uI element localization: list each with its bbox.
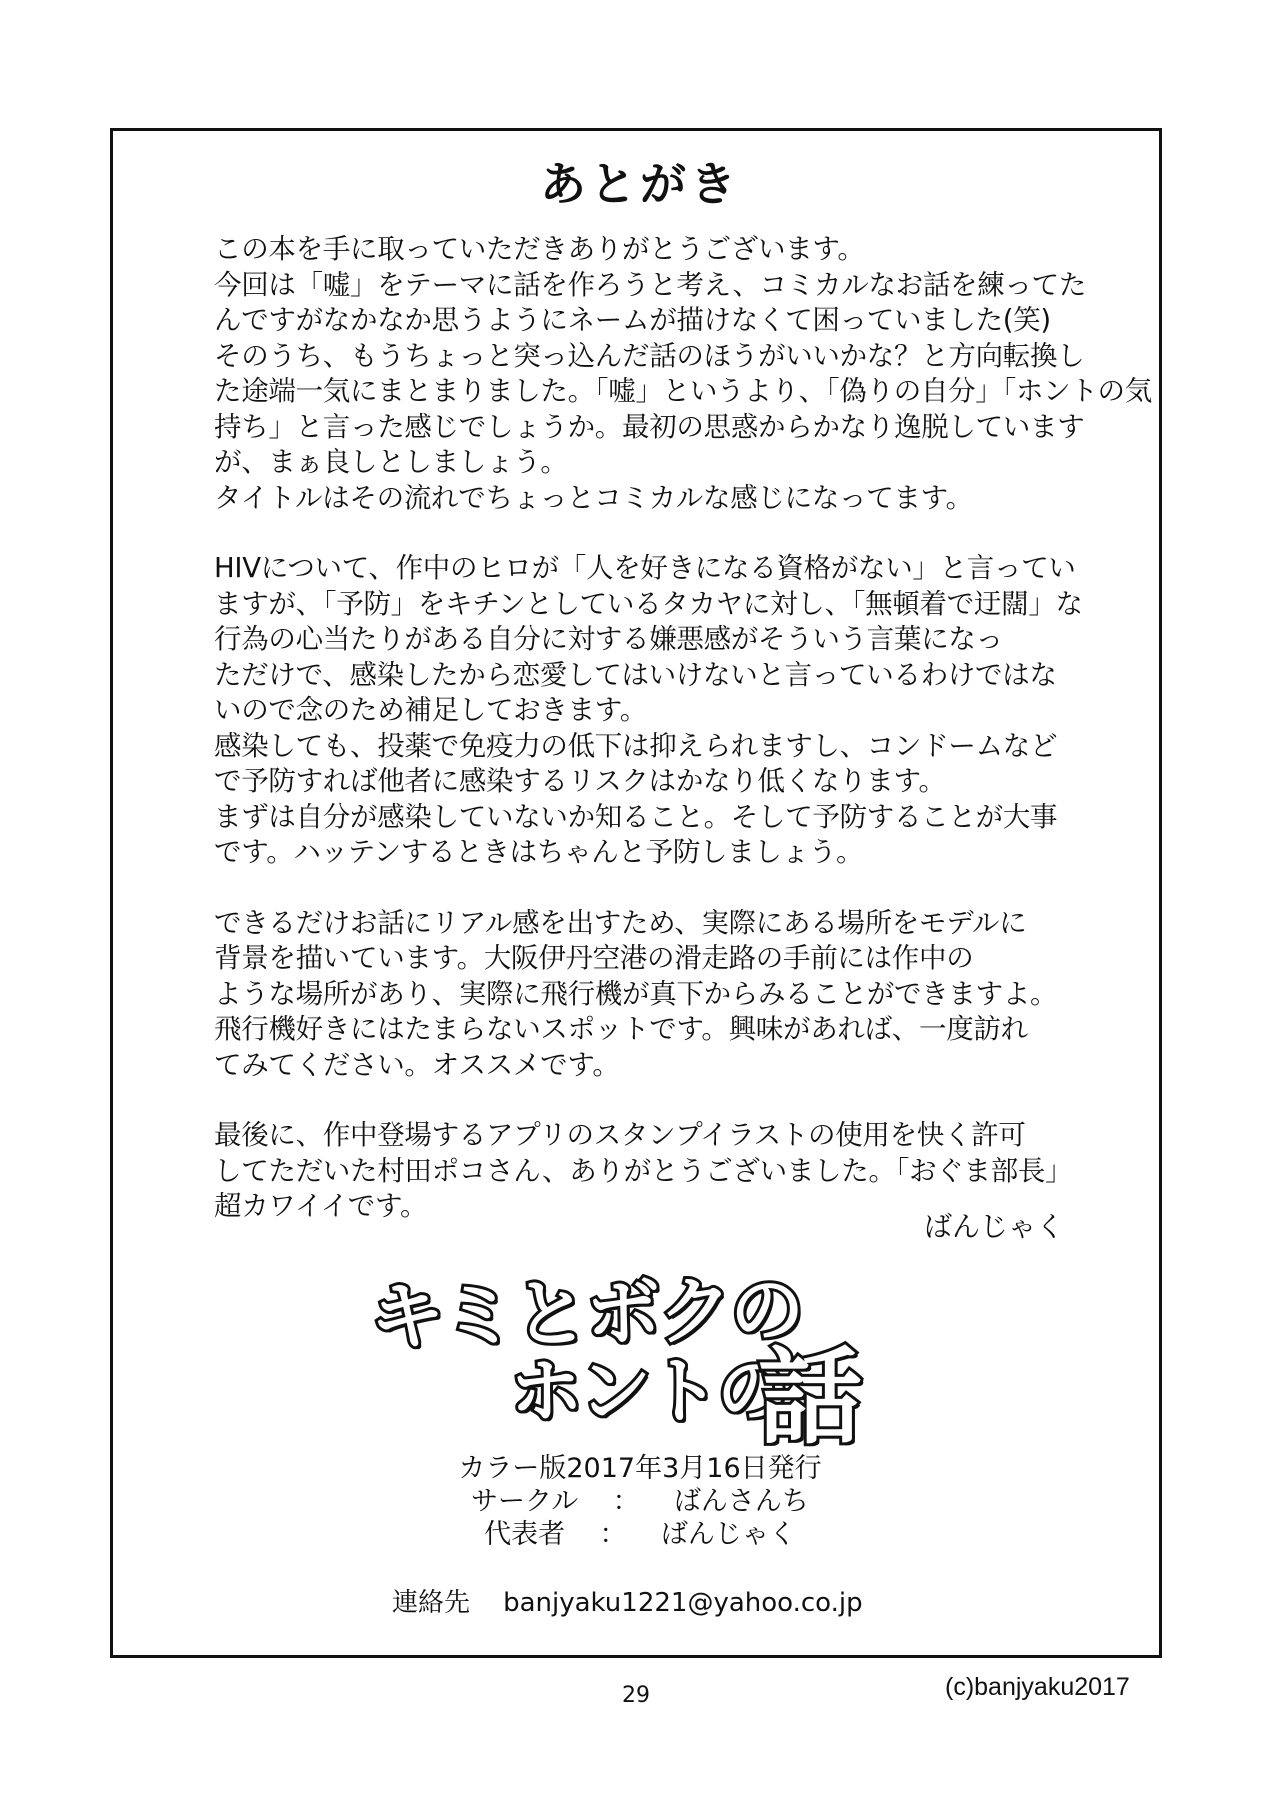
text-line: 飛行機好きにはたまらないスポットです。興味があれば、一度訪れ (214, 1013, 1028, 1045)
representative-line (0, 1518, 1280, 1551)
text-line: 持ち」と言った感じでしょうか。最初の思惑からかなり逸脱しています (214, 410, 1085, 443)
text-line: ただけで、感染したから恋愛してはいけないと言っているわけではな (214, 658, 1057, 691)
paragraph-gap (214, 1083, 1094, 1118)
logo-line-2: ホントの (510, 1349, 787, 1433)
author-signature: ばんじゃく (924, 1210, 1065, 1243)
text-line: た途端一気にまとまりました。「嘘」というより、「偽りの自分」「ホントの気 (214, 375, 1152, 407)
text-line: この本を手に取っていただきありがとうございます。 (214, 233, 865, 265)
text-line: できるだけお話にリアル感を出すため、実際にある場所をモデルに (214, 906, 1027, 939)
copyright-notice: (c)banjyaku2017 (945, 1673, 1130, 1701)
colophon (0, 1452, 1280, 1551)
text-line: ような場所があり、実際に飛行機が真下からみることができますよ。 (214, 977, 1058, 1010)
circle-value: ばんさんち (673, 1486, 809, 1517)
text-line: まずは自分が感染していないか知ること。そして予防することが大事 (214, 800, 1058, 833)
contact-label: 連絡先 (392, 1588, 471, 1618)
contact-email: banjyaku1221@yahoo.co.jp (503, 1588, 863, 1618)
text-line: いので念のため補足しておきます。 (214, 694, 647, 726)
title-logo (369, 1255, 890, 1458)
text-line: 感染しても、投薬で免疫力の低下は抑えられますし、コンドームなど (214, 729, 1058, 762)
text-line: そのうち、もうちょっと突っ込んだ話のほうがいいかな？と方向転換し (214, 339, 1085, 372)
text-line: 今回は「嘘」をテーマに話を作ろうと考え、コミカルなお話を練ってた (214, 268, 1087, 301)
text-line: ますが、「予防」をキチンとしているタカヤに対し、「無頓着で迂闊」な (214, 587, 1083, 620)
paragraph-3 (214, 906, 1094, 1084)
representative-value: ばんじゃく (660, 1519, 796, 1550)
text-line: です。ハッテンするときはちゃんと予防しましょう。 (214, 836, 864, 868)
text-line: が、まぁ良しとしましょう。 (214, 446, 568, 478)
paragraph-gap (214, 871, 1094, 906)
paragraph-2 (214, 551, 1094, 871)
logo-line-2-kanji: 話 (758, 1336, 863, 1458)
text-line: で予防すれば他者に感染するリスクはかなり低くなります。 (214, 765, 946, 797)
afterword-body (214, 232, 1152, 1225)
text-line: HIVについて、作中のヒロが「人を好きになる資格がない」と言ってい (214, 552, 1076, 584)
edition-line: カラー版2017年3月16日発行 (458, 1453, 822, 1484)
text-line: タイトルはその流れでちょっとコミカルな感じになってます。 (214, 481, 973, 514)
text-line: してただいた村田ポコさん、ありがとうございました。「おぐま部長」 (214, 1154, 1073, 1187)
text-line: 背景を描いています。大阪伊丹空港の滑走路の手前には作中の (214, 942, 974, 974)
paragraph-gap (214, 516, 1094, 551)
text-line: てみてください。オススメです。 (214, 1048, 620, 1081)
text-line: 超カワイイです。 (214, 1190, 428, 1222)
circle-line (0, 1485, 1280, 1518)
separator: ： (612, 1486, 640, 1517)
page-number: 29 (622, 1683, 650, 1708)
separator: ： (599, 1519, 627, 1550)
circle-label: サークル (471, 1486, 579, 1517)
text-line: んですがなかなか思うようにネームが描けなくて困っていました(笑) (214, 304, 1051, 336)
representative-label: 代表者 (484, 1519, 566, 1550)
text-line: 最後に、作中登場するアプリのスタンプイラストの使用を快く許可 (214, 1119, 1026, 1151)
text-line: 行為の心当たりがある自分に対する嫌悪感がそういう言葉になっ (214, 623, 1003, 655)
contact-line (392, 1582, 863, 1619)
page-title: あとがき (540, 157, 740, 211)
paragraph-1 (214, 232, 1152, 516)
logo-line-1: キミとボクの (369, 1267, 803, 1361)
